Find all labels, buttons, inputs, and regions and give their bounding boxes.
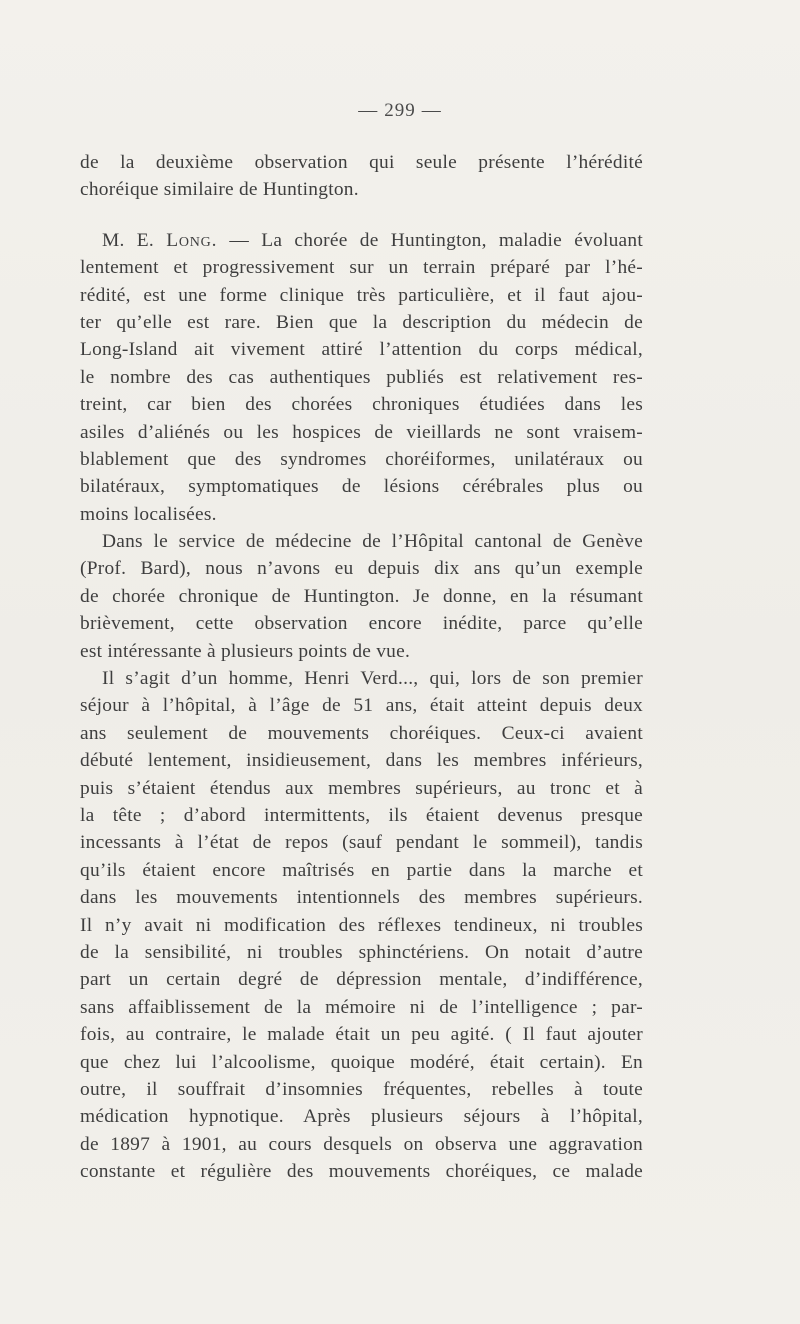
text-line: part un certain degré de dépression mentale, d’indifférence,	[80, 969, 643, 991]
author-name: Long.	[166, 229, 218, 251]
text-line: Il s’agit d’un homme, Henri Verd..., qui, lors de son premier	[102, 668, 643, 690]
paragraph-case-report	[80, 665, 643, 1185]
text-line: moins localisées.	[80, 503, 217, 525]
page-number-header	[0, 100, 800, 122]
text-line: qu’ils étaient encore maîtrisés en partie dans la marche et	[80, 859, 643, 881]
text-line: la tête ; d’abord intermittents, ils étaient devenus presque	[80, 804, 643, 826]
text-line: Il n’y avait ni modification des réflexes tendineux, ni troubles	[80, 914, 643, 936]
text-line: débuté lentement, insidieusement, dans les membres inférieurs,	[80, 750, 643, 772]
paragraph-hospital-service	[80, 528, 643, 665]
text-line: Long-Island ait vivement attiré l’attention du corps médical,	[80, 339, 643, 361]
text-line: de la sensibilité, ni troubles sphinctériens. On notait d’autre	[80, 941, 643, 963]
text-line: médication hypnotique. Après plusieurs séjours à l’hôpital,	[80, 1106, 643, 1128]
body-text	[80, 149, 643, 1185]
text-line: ter qu’elle est rare. Bien que la description du médecin de	[80, 311, 643, 333]
text-line: blablement que des syndromes choréiformes, unilatéraux ou	[80, 448, 643, 470]
text-line: lentement et progressivement sur un terrain préparé par l’hé-	[80, 257, 643, 279]
text-line: fois, au contraire, le malade était un peu agité. ( Il faut ajouter	[80, 1024, 643, 1046]
text-line: incessants à l’état de repos (sauf pendant le sommeil), tandis	[80, 832, 643, 854]
text-line: outre, il souffrait d’insomnies fréquentes, rebelles à toute	[80, 1078, 643, 1100]
text-line: Dans le service de médecine de l’Hôpital cantonal de Genève	[102, 531, 643, 553]
text-line: choréique similaire de Huntington.	[80, 179, 359, 201]
paragraph-spacer	[80, 204, 643, 227]
text-line: ans seulement de mouvements choréiques. Ceux-ci avaient	[80, 722, 643, 744]
paragraph-long-remarks	[80, 227, 643, 528]
text-line: dans les mouvements intentionnels des membres supérieurs.	[80, 887, 643, 909]
text-line: (Prof. Bard), nous n’avons eu depuis dix ans qu’un exemple	[80, 558, 643, 580]
author-prefix: M. E.	[102, 229, 154, 251]
text-line: treint, car bien des chorées chroniques étudiées dans les	[80, 394, 643, 416]
text-line: est intéressante à plusieurs points de vue.	[80, 640, 411, 662]
text-line: le nombre des cas authentiques publiés est relativement res-	[80, 366, 643, 388]
text-line: séjour à l’hôpital, à l’âge de 51 ans, était atteint depuis deux	[80, 695, 643, 717]
text-line: de 1897 à 1901, au cours desquels on observa une aggravation	[80, 1133, 643, 1155]
text-line: constante et régulière des mouvements choréiques, ce malade	[80, 1161, 643, 1183]
paragraph-continuation	[80, 149, 643, 204]
text-line: brièvement, cette observation encore inédite, parce qu’elle	[80, 613, 643, 635]
text-line: bilatéraux, symptomatiques de lésions cérébrales plus ou	[80, 476, 643, 498]
text-line-rest: — La chorée de Huntington, maladie évoluant	[229, 229, 643, 251]
folio-dash-right: —	[421, 100, 442, 121]
page-number: 299	[384, 100, 416, 121]
text-line: que chez lui l’alcoolisme, quoique modéré, était certain). En	[80, 1051, 643, 1073]
text-line: rédité, est une forme clinique très particulière, et il faut ajou-	[80, 284, 643, 306]
text-line: sans affaiblissement de la mémoire ni de l’intelligence ; par-	[80, 996, 643, 1018]
folio-dash-left: —	[358, 100, 379, 121]
text-line-author	[80, 227, 643, 254]
text-line: de la deuxième observation qui seule présente l’hérédité	[80, 152, 643, 173]
text-line: puis s’étaient étendus aux membres supérieurs, au tronc et à	[80, 777, 643, 799]
text-line: de chorée chronique de Huntington. Je donne, en la résumant	[80, 585, 643, 607]
text-line: asiles d’aliénés ou les hospices de vieillards ne sont vraisem-	[80, 421, 643, 443]
